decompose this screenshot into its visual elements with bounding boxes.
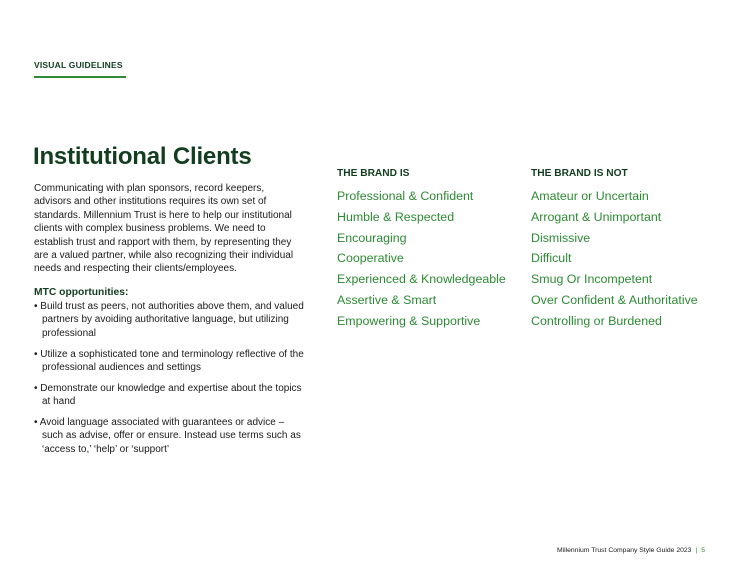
- brand-is-not-item: Amateur or Uncertain: [531, 189, 649, 203]
- brand-is-heading: THE BRAND IS: [337, 168, 410, 179]
- brand-is-item: Empowering & Supportive: [337, 313, 481, 328]
- brand-is-item: Professional & Confident: [337, 189, 474, 203]
- opportunity-bullet-1: • Build trust as peers, not authorities above them, and valued partners by avoiding authoritative language, but utilizing professional: [34, 301, 304, 339]
- opportunity-bullet-2: • Utilize a sophisticated tone and terminology reflective of the professional audiences and settings: [34, 349, 304, 374]
- brand-is-item: Encouraging: [337, 230, 407, 245]
- brand-is-not-item: Arrogant & Unimportant: [531, 209, 662, 224]
- brand-is-item: Experienced & Knowledgeable: [337, 272, 506, 287]
- brand-is-item: Humble & Respected: [337, 209, 455, 224]
- brand-is-not-item: Difficult: [531, 251, 572, 266]
- brand-is-item: Cooperative: [337, 251, 404, 266]
- opportunity-bullet-3: • Demonstrate our knowledge and expertise about the topics at hand: [34, 383, 302, 408]
- section-underline: [34, 76, 126, 78]
- brand-is-not-column: [531, 168, 698, 332]
- footer-text: Millennium Trust Company Style Guide 2023: [556, 547, 692, 554]
- brand-is-not-list: [531, 186, 698, 332]
- intro-paragraph: Communicating with plan sponsors, record keepers, advisors and other institutions requires its own set of standards. Millennium Trust is here to help our institutional clients with complex business problems. We need to establish trust and rapport with them, by representing they are a valued partner, while also recognizing their individual needs and respecting their clients/employees.: [34, 183, 294, 275]
- brand-is-not-item: Controlling or Burdened: [531, 313, 662, 328]
- page-number: 5: [701, 547, 705, 554]
- page-footer: [557, 547, 705, 554]
- opportunity-bullet-4: • Avoid language associated with guarantees or advice – such as advise, offer or ensure. Instead use terms such as ‘access to,’ ‘help’ or ‘support’: [34, 417, 301, 455]
- brand-is-item: Assertive & Smart: [337, 292, 437, 307]
- brand-is-not-item: Smug Or Incompetent: [531, 272, 653, 287]
- brand-is-column: [337, 168, 506, 332]
- brand-is-not-item: Dismissive: [531, 230, 591, 245]
- brand-is-not-heading: THE BRAND IS NOT: [531, 168, 628, 179]
- section-label: VISUAL GUIDELINES: [34, 60, 123, 70]
- brand-is-not-item: Over Confident & Authoritative: [531, 292, 698, 307]
- opportunities-heading: MTC opportunities:: [34, 287, 129, 298]
- page-title: Institutional Clients: [33, 143, 252, 170]
- footer-separator: |: [695, 547, 698, 554]
- brand-is-list: [337, 186, 506, 332]
